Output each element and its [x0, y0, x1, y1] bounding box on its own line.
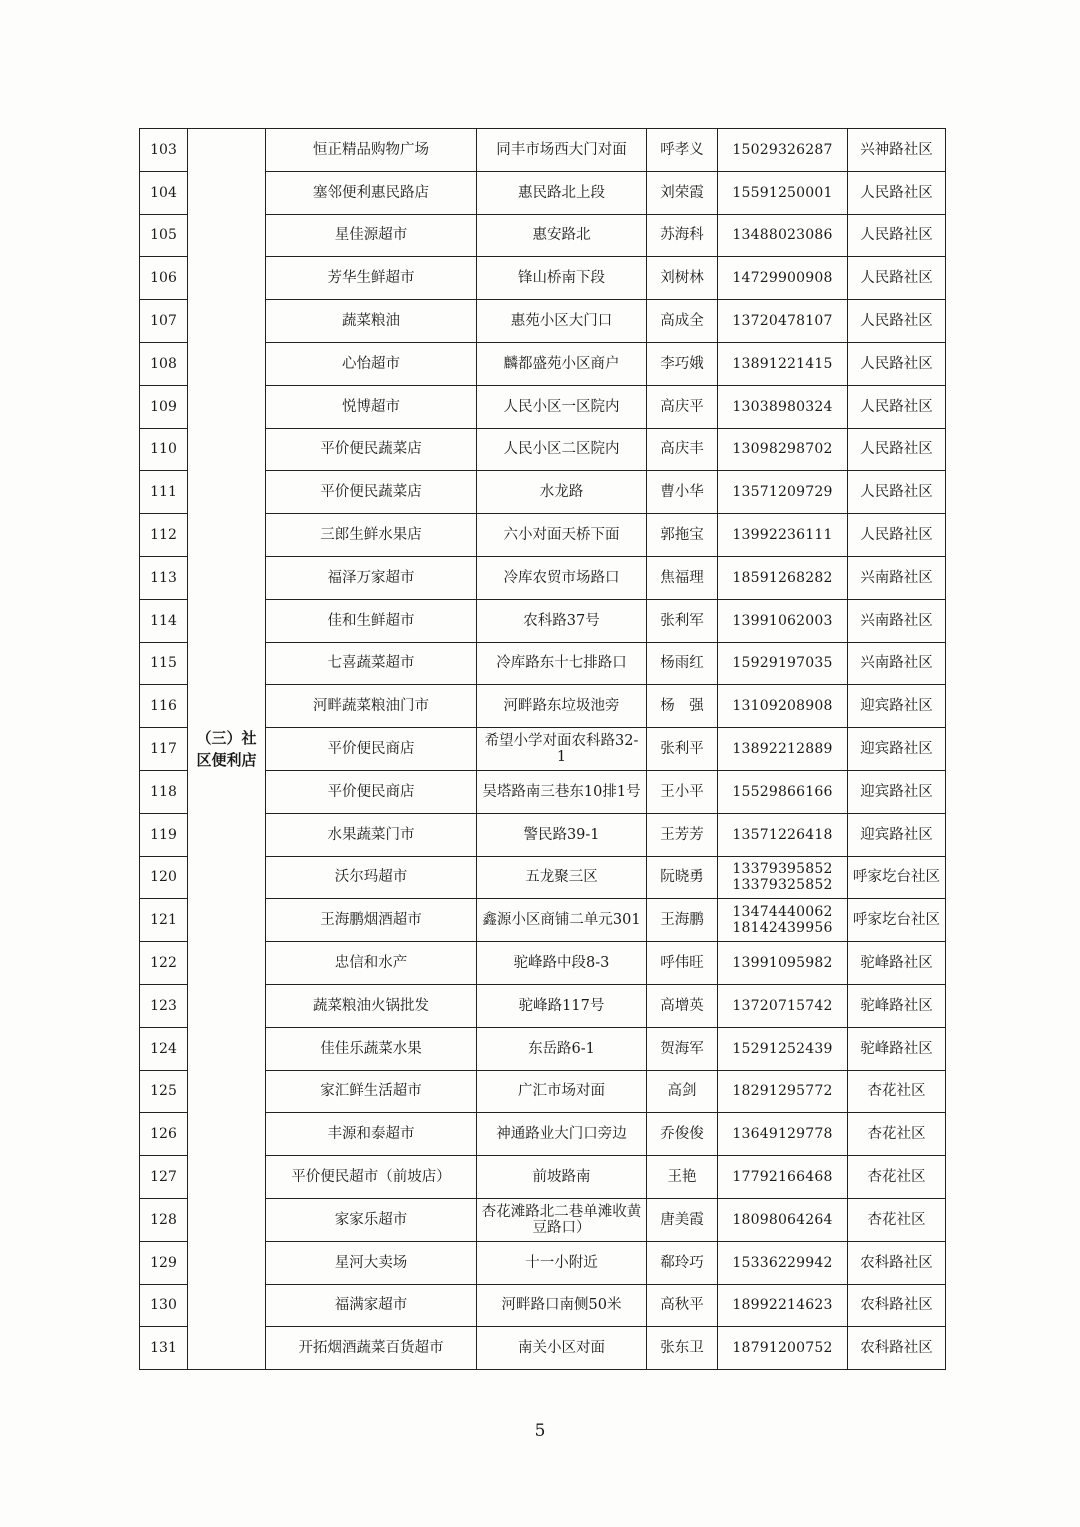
store-address: 鑫源小区商铺二单元301: [477, 899, 647, 942]
store-name: 星河大卖场: [266, 1241, 477, 1284]
contact-person: 王海鹏: [647, 899, 718, 942]
contact-person: 高秋平: [647, 1284, 718, 1327]
row-number: 121: [140, 899, 188, 942]
store-name: 佳和生鲜超市: [266, 599, 477, 642]
contact-person: 曹小华: [647, 471, 718, 514]
category-cell: （三）社区便利店: [188, 129, 266, 1370]
store-address: 冷库农贸市场路口: [477, 556, 647, 599]
store-address: 冷库路东十七排路口: [477, 642, 647, 685]
phone-number: 13720715742: [718, 984, 848, 1027]
store-address: 河畔路口南侧50米: [477, 1284, 647, 1327]
store-name: 塞邻便利惠民路店: [266, 171, 477, 214]
store-address: 驼峰路117号: [477, 984, 647, 1027]
store-name: 平价便民商店: [266, 728, 477, 771]
store-name: 七喜蔬菜超市: [266, 642, 477, 685]
row-number: 120: [140, 856, 188, 899]
store-address: 前坡路南: [477, 1156, 647, 1199]
store-name: 平价便民商店: [266, 770, 477, 813]
community-name: 兴神路社区: [848, 129, 946, 172]
community-name: 人民路社区: [848, 214, 946, 257]
community-name: 迎宾路社区: [848, 813, 946, 856]
store-name: 悦博超市: [266, 385, 477, 428]
community-name: 呼家圪台社区: [848, 899, 946, 942]
contact-person: 杨雨红: [647, 642, 718, 685]
store-name: 开拓烟酒蔬菜百货超市: [266, 1327, 477, 1370]
community-name: 杏花社区: [848, 1198, 946, 1241]
phone-number: 13720478107: [718, 300, 848, 343]
phone-number: 13992236111: [718, 514, 848, 557]
contact-person: 高庆平: [647, 385, 718, 428]
community-name: 迎宾路社区: [848, 685, 946, 728]
community-name: 驼峰路社区: [848, 942, 946, 985]
phone-number: 15529866166: [718, 770, 848, 813]
store-address: 希望小学对面农科路32-1: [477, 728, 647, 771]
store-name: 沃尔玛超市: [266, 856, 477, 899]
store-name: 水果蔬菜门市: [266, 813, 477, 856]
row-number: 111: [140, 471, 188, 514]
contact-person: 乔俊俊: [647, 1113, 718, 1156]
row-number: 109: [140, 385, 188, 428]
store-name: 平价便民超市（前坡店）: [266, 1156, 477, 1199]
store-name: 平价便民蔬菜店: [266, 428, 477, 471]
community-name: 兴南路社区: [848, 642, 946, 685]
phone-number: 13488023086: [718, 214, 848, 257]
store-name: 蔬菜粮油火锅批发: [266, 984, 477, 1027]
contact-person: 贺海军: [647, 1027, 718, 1070]
phone-number: 13571226418: [718, 813, 848, 856]
store-name: 星佳源超市: [266, 214, 477, 257]
store-address: 神通路业大门口旁边: [477, 1113, 647, 1156]
phone-number: 13891221415: [718, 342, 848, 385]
store-name: 家家乐超市: [266, 1198, 477, 1241]
store-name: 佳佳乐蔬菜水果: [266, 1027, 477, 1070]
store-address: 锋山桥南下段: [477, 257, 647, 300]
community-name: 迎宾路社区: [848, 770, 946, 813]
phone-number: 13098298702: [718, 428, 848, 471]
store-name: 家汇鲜生活超市: [266, 1070, 477, 1113]
contact-person: 李巧娥: [647, 342, 718, 385]
store-address: 十一小附近: [477, 1241, 647, 1284]
store-name: 恒正精品购物广场: [266, 129, 477, 172]
phone-number: 15336229942: [718, 1241, 848, 1284]
contact-person: 王芳芳: [647, 813, 718, 856]
row-number: 115: [140, 642, 188, 685]
community-name: 人民路社区: [848, 471, 946, 514]
store-address: 南关小区对面: [477, 1327, 647, 1370]
store-name: 河畔蔬菜粮油门市: [266, 685, 477, 728]
row-number: 108: [140, 342, 188, 385]
row-number: 126: [140, 1113, 188, 1156]
store-name: 福满家超市: [266, 1284, 477, 1327]
phone-number: 18992214623: [718, 1284, 848, 1327]
community-name: 人民路社区: [848, 300, 946, 343]
community-name: 农科路社区: [848, 1241, 946, 1284]
row-number: 107: [140, 300, 188, 343]
community-name: 人民路社区: [848, 342, 946, 385]
phone-number: 18291295772: [718, 1070, 848, 1113]
contact-person: 呼孝义: [647, 129, 718, 172]
community-name: 农科路社区: [848, 1327, 946, 1370]
row-number: 118: [140, 770, 188, 813]
store-name: 王海鹏烟酒超市: [266, 899, 477, 942]
phone-number: 14729900908: [718, 257, 848, 300]
table-row: [140, 129, 946, 172]
contact-person: 杨 强: [647, 685, 718, 728]
row-number: 130: [140, 1284, 188, 1327]
phone-number: 13571209729: [718, 471, 848, 514]
store-address: 六小对面天桥下面: [477, 514, 647, 557]
contact-person: 唐美霞: [647, 1198, 718, 1241]
store-address: 惠民路北上段: [477, 171, 647, 214]
store-address: 同丰市场西大门对面: [477, 129, 647, 172]
row-number: 117: [140, 728, 188, 771]
store-name: 福泽万家超市: [266, 556, 477, 599]
phone-number: 13991095982: [718, 942, 848, 985]
row-number: 119: [140, 813, 188, 856]
contact-person: 刘荣霞: [647, 171, 718, 214]
phone-number: 13991062003: [718, 599, 848, 642]
phone-number: 18591268282: [718, 556, 848, 599]
contact-person: 高增英: [647, 984, 718, 1027]
community-name: 迎宾路社区: [848, 728, 946, 771]
phone-number: 15929197035: [718, 642, 848, 685]
store-address: 五龙聚三区: [477, 856, 647, 899]
row-number: 123: [140, 984, 188, 1027]
community-name: 人民路社区: [848, 171, 946, 214]
row-number: 114: [140, 599, 188, 642]
row-number: 122: [140, 942, 188, 985]
community-name: 驼峰路社区: [848, 984, 946, 1027]
community-name: 杏花社区: [848, 1156, 946, 1199]
store-address: 人民小区一区院内: [477, 385, 647, 428]
store-name: 三郎生鲜水果店: [266, 514, 477, 557]
store-name: 平价便民蔬菜店: [266, 471, 477, 514]
row-number: 129: [140, 1241, 188, 1284]
phone-number: 13038980324: [718, 385, 848, 428]
store-address: 麟都盛苑小区商户: [477, 342, 647, 385]
row-number: 103: [140, 129, 188, 172]
store-name: 蔬菜粮油: [266, 300, 477, 343]
contact-person: 王艳: [647, 1156, 718, 1199]
contact-person: 张东卫: [647, 1327, 718, 1370]
row-number: 127: [140, 1156, 188, 1199]
store-name: 丰源和泰超市: [266, 1113, 477, 1156]
phone-number: 13649129778: [718, 1113, 848, 1156]
community-name: 人民路社区: [848, 428, 946, 471]
store-address: 人民小区二区院内: [477, 428, 647, 471]
page-number: 5: [534, 1421, 546, 1441]
store-address: 河畔路东垃圾池旁: [477, 685, 647, 728]
store-address: 东岳路6-1: [477, 1027, 647, 1070]
row-number: 128: [140, 1198, 188, 1241]
phone-number: 17792166468: [718, 1156, 848, 1199]
community-name: 人民路社区: [848, 385, 946, 428]
store-address: 警民路39-1: [477, 813, 647, 856]
contact-person: 高庆丰: [647, 428, 718, 471]
phone-number: 18098064264: [718, 1198, 848, 1241]
row-number: 106: [140, 257, 188, 300]
store-address: 驼峰路中段8-3: [477, 942, 647, 985]
phone-number: 13379395852 13379325852: [718, 856, 848, 899]
contact-person: 张利军: [647, 599, 718, 642]
store-table-body: [140, 129, 946, 1370]
contact-person: 呼伟旺: [647, 942, 718, 985]
store-name: 心怡超市: [266, 342, 477, 385]
community-name: 杏花社区: [848, 1070, 946, 1113]
store-address: 杏花滩路北二巷单滩收黄豆路口）: [477, 1198, 647, 1241]
store-address: 惠苑小区大门口: [477, 300, 647, 343]
phone-number: 13892212889: [718, 728, 848, 771]
phone-number: 18791200752: [718, 1327, 848, 1370]
store-address: 广汇市场对面: [477, 1070, 647, 1113]
store-name: 忠信和水产: [266, 942, 477, 985]
community-name: 驼峰路社区: [848, 1027, 946, 1070]
row-number: 112: [140, 514, 188, 557]
contact-person: 郭拖宝: [647, 514, 718, 557]
phone-number: 15291252439: [718, 1027, 848, 1070]
phone-number: 13474440062 18142439956: [718, 899, 848, 942]
row-number: 116: [140, 685, 188, 728]
phone-number: 15029326287: [718, 129, 848, 172]
contact-person: 苏海科: [647, 214, 718, 257]
contact-person: 高成全: [647, 300, 718, 343]
store-name: 芳华生鲜超市: [266, 257, 477, 300]
contact-person: 王小平: [647, 770, 718, 813]
contact-person: 郗玲巧: [647, 1241, 718, 1284]
community-name: 杏花社区: [848, 1113, 946, 1156]
phone-number: 15591250001: [718, 171, 848, 214]
store-address: 惠安路北: [477, 214, 647, 257]
community-name: 兴南路社区: [848, 599, 946, 642]
phone-number: 13109208908: [718, 685, 848, 728]
community-name: 人民路社区: [848, 514, 946, 557]
store-address: 水龙路: [477, 471, 647, 514]
row-number: 124: [140, 1027, 188, 1070]
contact-person: 张利平: [647, 728, 718, 771]
row-number: 104: [140, 171, 188, 214]
row-number: 125: [140, 1070, 188, 1113]
contact-person: 刘树林: [647, 257, 718, 300]
community-name: 呼家圪台社区: [848, 856, 946, 899]
community-name: 人民路社区: [848, 257, 946, 300]
row-number: 110: [140, 428, 188, 471]
contact-person: 焦福理: [647, 556, 718, 599]
community-name: 兴南路社区: [848, 556, 946, 599]
row-number: 113: [140, 556, 188, 599]
row-number: 131: [140, 1327, 188, 1370]
row-number: 105: [140, 214, 188, 257]
contact-person: 阮晓勇: [647, 856, 718, 899]
store-address: 农科路37号: [477, 599, 647, 642]
store-table: [139, 128, 946, 1370]
contact-person: 高剑: [647, 1070, 718, 1113]
community-name: 农科路社区: [848, 1284, 946, 1327]
store-address: 吴塔路南三巷东10排1号: [477, 770, 647, 813]
